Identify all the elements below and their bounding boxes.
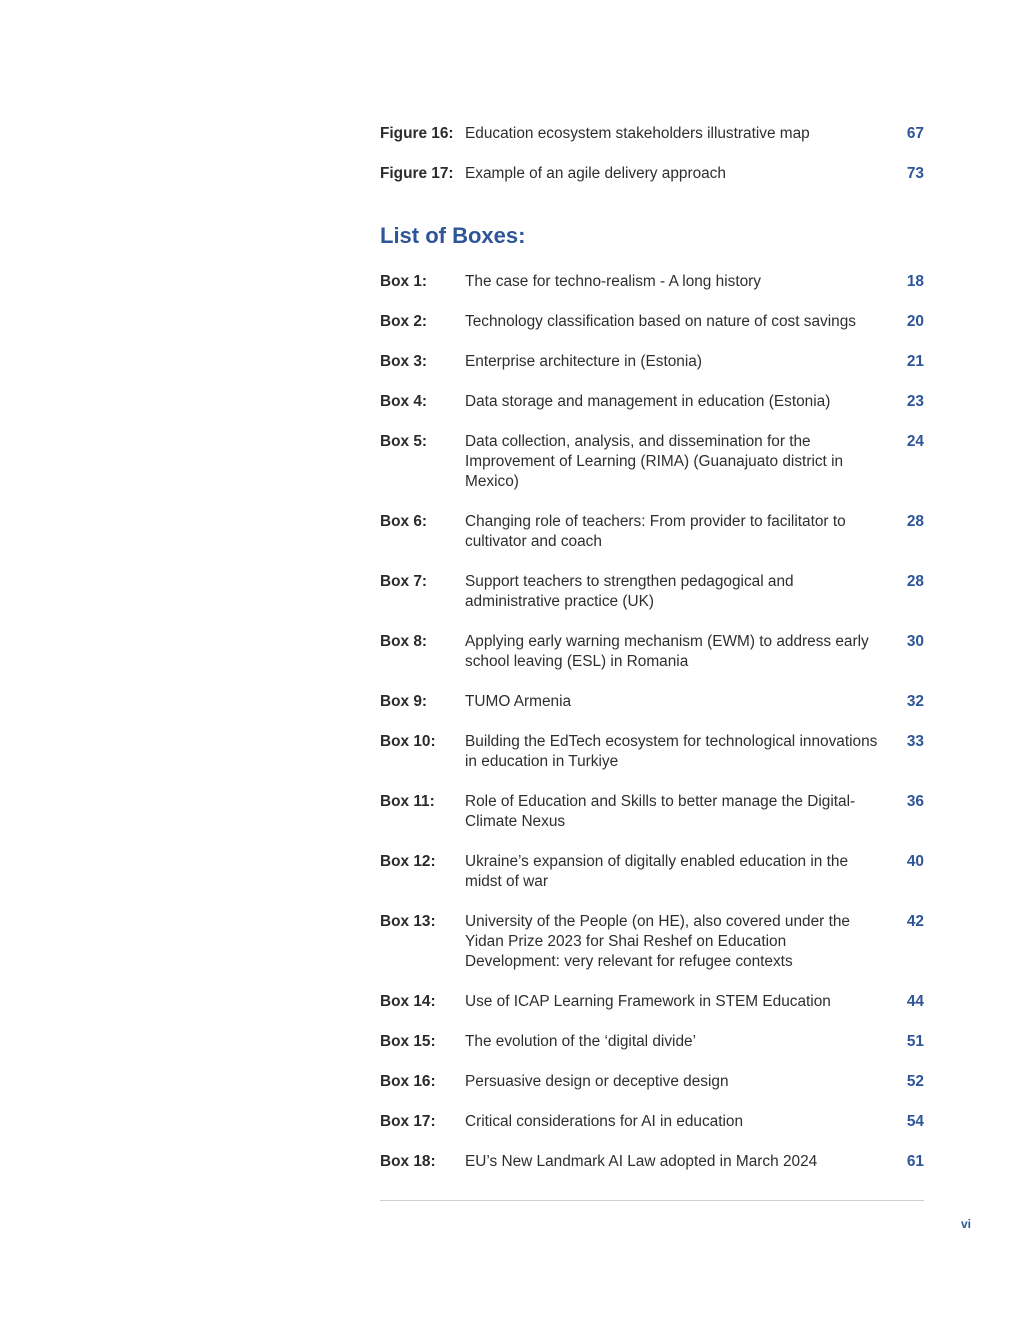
entry-label: Box 3: [380,353,428,370]
entry-title: Persuasive design or deceptive design [465,1073,729,1090]
entry-title: Ukraine’s expansion of digitally enabled education in the midst of war [465,853,849,890]
entry-label: Box 17: [380,1113,436,1130]
entry-title: Support teachers to strengthen pedagogical and administrative practice (UK) [465,573,794,610]
box-entry-6[interactable] [380,512,924,552]
entry-title: Applying early warning mechanism (EWM) to address early school leaving (ESL) in Romania [465,633,869,670]
entry-title: EU’s New Landmark AI Law adopted in March 2024 [465,1153,818,1170]
entry-page-number: 32 [906,693,924,710]
entry-title: Role of Education and Skills to better manage the Digital-Climate Nexus [465,793,856,830]
entry-title: TUMO Armenia [465,693,572,710]
entry-page-number: 23 [906,393,924,410]
entry-page-number: 24 [906,433,924,450]
entry-title: Use of ICAP Learning Framework in STEM Education [465,993,831,1010]
entry-label: Box 14: [380,993,436,1010]
box-entry-10[interactable] [380,732,924,772]
entry-page-number: 18 [906,273,924,290]
box-entry-9[interactable] [380,692,924,712]
entry-title: Critical considerations for AI in education [465,1113,744,1130]
entry-label: Box 15: [380,1033,436,1050]
box-entry-13[interactable] [380,912,924,972]
entry-page-number: 28 [906,573,924,590]
entry-label: Figure 16: [380,125,454,142]
entry-title: Education ecosystem stakeholders illustrative map [465,125,810,142]
entry-page-number: 33 [906,733,924,750]
entry-label: Box 9: [380,693,428,710]
entry-title: The evolution of the ‘digital divide’ [465,1033,697,1050]
entry-label: Box 16: [380,1073,436,1090]
entry-label: Figure 17: [380,165,454,182]
box-entry-7[interactable] [380,572,924,612]
page-number: vi [960,1217,971,1231]
entry-page-number: 44 [906,993,924,1010]
entry-label: Box 4: [380,393,428,410]
entry-label: Box 8: [380,633,428,650]
entry-label: Box 12: [380,853,436,870]
box-entry-2[interactable] [380,312,924,332]
entry-page-number: 67 [906,125,924,142]
entry-title: Changing role of teachers: From provider to facilitator to cultivator and coach [465,513,846,550]
figure-entry-16[interactable] [380,124,924,144]
entry-page-number: 61 [906,1153,924,1170]
entry-page-number: 51 [906,1033,924,1050]
entry-page-number: 52 [906,1073,924,1090]
entry-title: The case for techno-realism - A long history [465,273,761,290]
entry-page-number: 73 [906,165,924,182]
entry-page-number: 36 [906,793,924,810]
entry-label: Box 11: [380,793,435,810]
entry-page-number: 42 [906,913,924,930]
entry-label: Box 7: [380,573,428,590]
box-entry-14[interactable] [380,992,924,1012]
box-entry-16[interactable] [380,1072,924,1092]
entry-title: Enterprise architecture in (Estonia) [465,353,702,370]
entry-title: Data collection, analysis, and dissemination for the Improvement of Learning (RIMA) (Guanajuato district in Mexico) [465,433,844,490]
box-entry-15[interactable] [380,1032,924,1052]
box-entry-3[interactable] [380,352,924,372]
entry-page-number: 21 [906,353,924,370]
entry-page-number: 54 [906,1113,924,1130]
entry-label: Box 13: [380,913,436,930]
entry-page-number: 28 [906,513,924,530]
bottom-divider [380,1200,924,1201]
entry-label: Box 18: [380,1153,436,1170]
box-entry-5[interactable] [380,432,924,492]
box-entry-4[interactable] [380,392,924,412]
entry-page-number: 30 [906,633,924,650]
figure-entry-17[interactable] [380,164,924,184]
box-entry-8[interactable] [380,632,924,672]
box-entry-12[interactable] [380,852,924,892]
entry-label: Box 5: [380,433,428,450]
entry-label: Box 1: [380,273,428,290]
entry-page-number: 40 [906,853,924,870]
box-entry-17[interactable] [380,1112,924,1132]
entry-title: Technology classification based on nature of cost savings [465,313,856,330]
entry-page-number: 20 [906,313,924,330]
table-of-contents [380,124,924,1172]
entry-label: Box 2: [380,313,428,330]
entry-title: University of the People (on HE), also covered under the Yidan Prize 2023 for Shai Reshef on Education Development: very relevant for refugee contexts [465,913,850,970]
entry-title: Data storage and management in education (Estonia) [465,393,831,410]
box-entry-11[interactable] [380,792,924,832]
list-of-boxes-heading: List of Boxes: [380,223,526,248]
entry-title: Building the EdTech ecosystem for technological innovations in education in Turkiye [465,733,878,770]
entry-title: Example of an agile delivery approach [465,165,726,182]
entry-label: Box 10: [380,733,436,750]
entry-label: Box 6: [380,513,428,530]
box-entry-18[interactable] [380,1152,924,1172]
box-entry-1[interactable] [380,272,924,292]
